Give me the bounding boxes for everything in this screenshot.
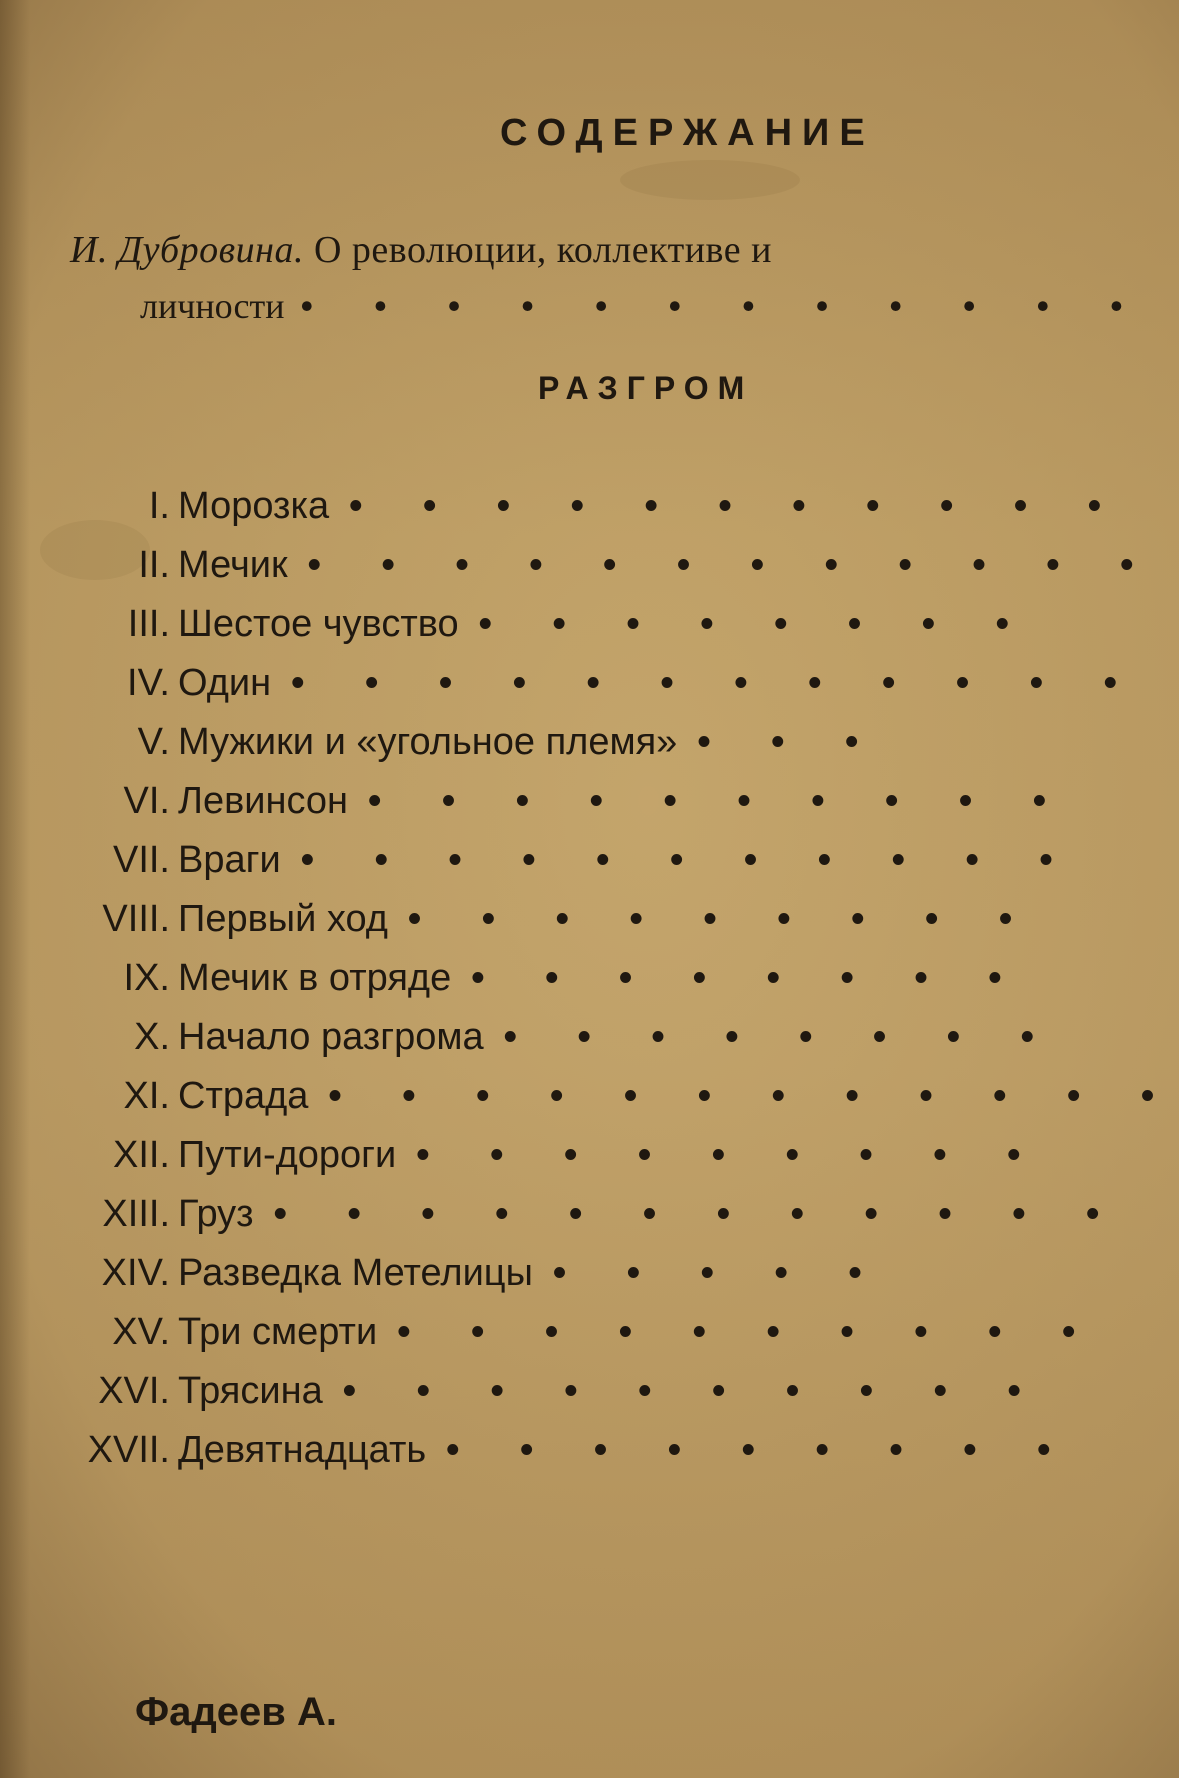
chapter-entry (0, 1252, 1000, 1311)
chapter-title: Разведка Метелицы (178, 1252, 533, 1294)
chapter-title-line (178, 544, 1158, 587)
chapter-number: XII. (112, 1134, 170, 1176)
chapter-entry (0, 1429, 1076, 1488)
chapter-entry (0, 485, 1126, 544)
chapter-entry (0, 1311, 1101, 1370)
chapter-title: Начало разгрома (178, 1016, 484, 1058)
chapter-entry (0, 1075, 1179, 1134)
leader-dots: • • • • • • • • (503, 1016, 1059, 1058)
chapter-number: XVII. (87, 1429, 170, 1471)
chapter-title: Страда (178, 1075, 309, 1117)
footer-author: Фадеев А. (135, 1690, 337, 1734)
chapter-entry (0, 1370, 1046, 1429)
chapter-title: Морозка (178, 485, 330, 527)
chapter-title: Левинсон (178, 780, 349, 822)
leader-dots: • • • • • • • • • • • • (273, 1193, 1125, 1235)
chapter-title-line (178, 603, 1034, 646)
leader-dots: • • • • • • • • • • (368, 780, 1072, 822)
chapter-title: Один (178, 662, 272, 704)
chapter-title-line (178, 1252, 887, 1295)
leader-dots: • • • • • • • • • • • • (300, 286, 1149, 326)
chapter-entry (0, 898, 1038, 957)
leader-dots: • • • • • (552, 1252, 887, 1294)
chapter-title: Девятнадцать (178, 1429, 427, 1471)
chapter-number: II. (138, 544, 170, 586)
leader-dots: • • • • • • • • • • • (300, 839, 1078, 881)
chapter-title-line (178, 721, 883, 764)
leader-dots: • • • • • • • • • • • • (307, 544, 1159, 586)
chapter-title: Трясина (178, 1370, 323, 1412)
chapter-entry (0, 721, 1000, 780)
chapter-number: VII. (112, 839, 170, 881)
chapter-title-line (178, 1429, 1075, 1472)
leader-dots: • • • • • • • • (478, 603, 1034, 645)
intro-title-line2: личности (140, 286, 285, 326)
intro-author: И. Дубровина. (70, 229, 304, 271)
chapter-title: Враги (178, 839, 281, 881)
chapter-number: III. (127, 603, 170, 645)
chapter-number: IX. (123, 957, 170, 999)
chapter-number: XV. (112, 1311, 170, 1353)
leader-dots: • • • (697, 721, 884, 763)
chapter-number: XVI. (98, 1370, 170, 1412)
chapter-entry (0, 544, 1159, 603)
chapter-title-line (178, 898, 1037, 941)
leader-dots: • • • • • • • • • (407, 898, 1038, 940)
chapter-entry (0, 780, 1072, 839)
chapter-title-line (178, 780, 1071, 823)
chapter-number: XI. (123, 1075, 170, 1117)
leader-dots: • • • • • • • • (471, 957, 1027, 999)
chapter-number: X. (134, 1016, 170, 1058)
chapter-title: Груз (178, 1193, 254, 1235)
leader-dots: • • • • • • • • • (416, 1134, 1046, 1176)
section-title: РАЗГРОМ (538, 370, 754, 406)
chapter-title: Шестое чувство (178, 603, 459, 645)
chapter-entry (0, 1193, 1125, 1252)
chapter-entry (0, 1016, 1059, 1075)
contents-heading: СОДЕРЖАНИЕ (500, 112, 875, 154)
chapter-number: I. (148, 485, 170, 527)
chapter-entry (0, 957, 1027, 1016)
chapter-title-line (178, 1311, 1100, 1354)
leader-dots: • • • • • • • • • • (397, 1311, 1101, 1353)
chapter-number: VI. (123, 780, 170, 822)
chapter-title: Мечик (178, 544, 288, 586)
chapter-number: V. (137, 721, 170, 763)
intro-entry-line1 (70, 228, 772, 272)
chapter-title-line (178, 662, 1142, 705)
chapter-title-line (178, 1134, 1045, 1177)
chapter-title: Пути-дороги (178, 1134, 397, 1176)
chapter-title: Три смерти (178, 1311, 378, 1353)
chapter-number: VIII. (102, 898, 170, 940)
leader-dots: • • • • • • • • • (446, 1429, 1076, 1471)
chapter-title-line (178, 1370, 1046, 1413)
chapter-number: XIII. (102, 1193, 170, 1235)
chapter-title-line (178, 957, 1027, 1000)
leader-dots: • • • • • • • • • • (342, 1370, 1046, 1412)
chapter-title-line (178, 1016, 1059, 1059)
chapter-entry (0, 839, 1078, 898)
chapter-title: Мужики и «угольное племя» (178, 721, 678, 763)
chapter-list (0, 485, 1179, 1488)
chapter-title: Первый ход (178, 898, 388, 940)
leader-dots: • • • • • • • • • • • • (291, 662, 1142, 704)
intro-entry-line2 (140, 285, 1149, 327)
chapter-title-line (178, 485, 1126, 528)
chapter-entry (0, 1134, 1046, 1193)
chapter-title-line (178, 1075, 1179, 1118)
chapter-title-line (178, 839, 1078, 882)
leader-dots: • • • • • • • • • • • (349, 485, 1126, 527)
intro-title-line1: О революции, коллективе и (313, 229, 772, 271)
chapter-entry (0, 662, 1142, 721)
leader-dots: • • • • • • • • • • • • (328, 1075, 1179, 1117)
chapter-title: Мечик в отряде (178, 957, 452, 999)
chapter-title-line (178, 1193, 1124, 1236)
chapter-entry (0, 603, 1034, 662)
chapter-number: XIV. (101, 1252, 170, 1294)
chapter-number: IV. (127, 662, 170, 704)
